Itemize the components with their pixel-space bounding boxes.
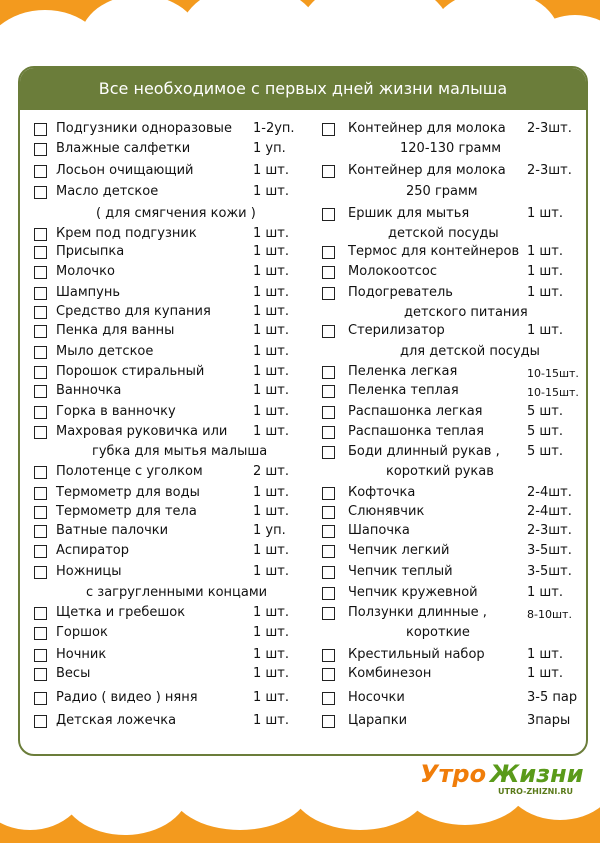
checklist-item-quantity: 3-5шт. [527, 543, 572, 558]
checkbox[interactable] [322, 545, 335, 558]
checklist-item-label: Контейнер для молока [348, 163, 506, 178]
checkbox[interactable] [34, 545, 47, 558]
checklist-item-quantity: 1 шт. [253, 543, 290, 558]
checklist-item-label: губка для мытья малыша [92, 444, 268, 459]
checklist-item-label: Лосьон очищающий [56, 163, 194, 178]
checklist-item-label: 250 грамм [406, 184, 478, 199]
checklist-item-label: Весы [56, 666, 91, 681]
checkbox[interactable] [322, 715, 335, 728]
checkbox[interactable] [34, 715, 47, 728]
checklist-item-quantity: 10-15шт. [527, 386, 579, 399]
checklist-item-label: Пеленка теплая [348, 383, 459, 398]
checkbox[interactable] [34, 406, 47, 419]
checklist-item-label: с загругленными концами [86, 585, 268, 600]
checklist-item-label: Крем под подгузник [56, 226, 197, 241]
checklist-item-label: Влажные салфетки [56, 141, 191, 156]
checkbox[interactable] [322, 123, 335, 136]
checklist-item-quantity: 5 шт. [527, 444, 564, 459]
checkbox[interactable] [34, 627, 47, 640]
checklist-item-label: Термос для контейнеров [348, 244, 520, 259]
checklist-item-quantity: 1-2уп. [253, 121, 295, 136]
checklist-item-quantity: 1 шт. [253, 713, 290, 728]
checklist-item-label: Щетка и гребешок [56, 605, 186, 620]
checkbox[interactable] [322, 668, 335, 681]
checklist-item-label: Ползунки длинные , [348, 605, 487, 620]
checklist-item-quantity: 5 шт. [527, 424, 564, 439]
checklist-item-label: детской посуды [388, 226, 499, 241]
checklist-item-quantity: 1 шт. [527, 585, 564, 600]
checklist-item-label: Радио ( видео ) няня [56, 690, 198, 705]
checklist-item-label: Присыпка [56, 244, 125, 259]
checkbox[interactable] [34, 287, 47, 300]
checklist-item-quantity: 1 шт. [253, 504, 290, 519]
checkbox[interactable] [34, 143, 47, 156]
checklist-item-label: короткий рукав [386, 464, 494, 479]
checklist-item-quantity: 1 шт. [253, 244, 290, 259]
checklist-item-label: Термометр для тела [56, 504, 197, 519]
checklist-item-label: Подогреватель [348, 285, 453, 300]
checkbox[interactable] [34, 525, 47, 538]
checklist-item-quantity: 1 шт. [253, 485, 290, 500]
checkbox[interactable] [322, 246, 335, 259]
checklist-item-quantity: 1 шт. [527, 206, 564, 221]
checklist-item-quantity: 10-15шт. [527, 367, 579, 380]
checklist-item-quantity: 2 шт. [253, 464, 290, 479]
checkbox[interactable] [34, 668, 47, 681]
checklist-item-quantity: 1 шт. [253, 383, 290, 398]
checklist-item-quantity: 1 шт. [527, 285, 564, 300]
checklist-item-label: Горшок [56, 625, 108, 640]
checkbox[interactable] [322, 385, 335, 398]
checklist-item-label: Термометр для воды [56, 485, 200, 500]
checklist-item-label: ( для смягчения кожи ) [96, 206, 256, 221]
checklist-item-label: Молокоотсос [348, 264, 438, 279]
checkbox[interactable] [322, 566, 335, 579]
checklist-item-label: Распашонка теплая [348, 424, 484, 439]
checklist-item-quantity: 1 шт. [527, 244, 564, 259]
checkbox[interactable] [34, 306, 47, 319]
checklist-item-quantity: 1 шт. [253, 625, 290, 640]
checklist-item-quantity: 2-3шт. [527, 121, 572, 136]
checkbox[interactable] [34, 246, 47, 259]
checklist-item-label: Подгузники одноразовые [56, 121, 232, 136]
checkbox[interactable] [34, 325, 47, 338]
checklist-item-label: Порошок стиральный [56, 364, 205, 379]
logo-url: UTRO-ZHIZNI.RU [498, 787, 574, 796]
checklist-item-quantity: 1 шт. [253, 404, 290, 419]
checklist-item-label: Мыло детское [56, 344, 154, 359]
checklist-item-quantity: 1 шт. [253, 226, 290, 241]
checklist-item-quantity: 1 уп. [253, 523, 286, 538]
checklist-item-label: Детская ложечка [56, 713, 177, 728]
checkbox[interactable] [322, 506, 335, 519]
checklist-item-quantity: 2-4шт. [527, 504, 572, 519]
checkbox[interactable] [322, 165, 335, 178]
checklist-item-label: Крестильный набор [348, 647, 485, 662]
checklist-item-label: Аспиратор [56, 543, 129, 558]
checkbox[interactable] [322, 607, 335, 620]
logo [420, 760, 590, 800]
checklist-item-label: Комбинезон [348, 666, 432, 681]
checkbox[interactable] [34, 123, 47, 136]
checklist-item-quantity: 1 шт. [253, 323, 290, 338]
checklist-item-quantity: 2-3шт. [527, 523, 572, 538]
checklist-item-quantity: 1 шт. [527, 666, 564, 681]
checklist-item-quantity: 1 шт. [527, 264, 564, 279]
checklist-item-label: Горка в ванночку [56, 404, 176, 419]
checklist-item-quantity: 1 шт. [253, 163, 290, 178]
checklist-item-quantity: 1 шт. [253, 424, 290, 439]
checklist-item-label: Боди длинный рукав , [348, 444, 500, 459]
checkbox[interactable] [34, 607, 47, 620]
checklist-item-label: Ванночка [56, 383, 122, 398]
checkbox[interactable] [34, 466, 47, 479]
checklist-item-label: Махровая руковичка или [56, 424, 228, 439]
checklist-item-label: Чепчик кружевной [348, 585, 478, 600]
checklist-item-label: Царапки [348, 713, 408, 728]
checkbox[interactable] [322, 208, 335, 221]
checklist-item-quantity: 1 шт. [253, 264, 290, 279]
checklist-item-label: Полотенце с уголком [56, 464, 203, 479]
checkbox[interactable] [34, 506, 47, 519]
checklist-item-label: Средство для купания [56, 304, 211, 319]
checkbox[interactable] [34, 266, 47, 279]
checkbox[interactable] [322, 366, 335, 379]
checklist-item-label: Чепчик теплый [348, 564, 453, 579]
panel-header [20, 68, 586, 110]
cloud-shape [170, 745, 310, 830]
checklist-item-quantity: 1 шт. [253, 605, 290, 620]
checklist-item-quantity: 1 уп. [253, 141, 286, 156]
checkbox[interactable] [34, 228, 47, 241]
logo-part2: Жизни [490, 760, 584, 788]
checklist-item-quantity: 1 шт. [253, 304, 290, 319]
checkbox[interactable] [322, 406, 335, 419]
checklist-item-quantity: 1 шт. [527, 647, 564, 662]
checklist-panel [18, 66, 588, 756]
checklist-item-label: для детской посуды [400, 344, 540, 359]
checkbox[interactable] [322, 266, 335, 279]
logo-part1: Утро [420, 760, 487, 788]
checkbox[interactable] [34, 649, 47, 662]
checkbox[interactable] [322, 446, 335, 459]
checklist-item-label: Масло детское [56, 184, 159, 199]
checklist-item-label: Ножницы [56, 564, 122, 579]
checklist-item-label: Слюнявчик [348, 504, 425, 519]
checkbox[interactable] [322, 649, 335, 662]
checklist-item-label: Чепчик легкий [348, 543, 450, 558]
checklist-item-quantity: 2-4шт. [527, 485, 572, 500]
checklist-item-label: короткие [406, 625, 470, 640]
checklist-item-quantity: 1 шт. [253, 285, 290, 300]
checklist-item-label: детского питания [404, 305, 528, 320]
checklist-item-quantity: 1 шт. [253, 647, 290, 662]
checkbox[interactable] [322, 426, 335, 439]
checkbox[interactable] [34, 165, 47, 178]
checklist-item-quantity: 5 шт. [527, 404, 564, 419]
checkbox[interactable] [322, 692, 335, 705]
checklist-item-quantity: 1 шт. [253, 690, 290, 705]
checklist-item-label: Ершик для мытья [348, 206, 470, 221]
checkbox[interactable] [34, 692, 47, 705]
checklist-item-quantity: 1 шт. [253, 344, 290, 359]
checkbox[interactable] [34, 426, 47, 439]
checklist-item-label: Молочко [56, 264, 115, 279]
checkbox[interactable] [34, 487, 47, 500]
checklist-item-quantity: 1 шт. [253, 184, 290, 199]
checklist-item-quantity: 8-10шт. [527, 608, 572, 621]
checklist-item-quantity: 1 шт. [253, 666, 290, 681]
checklist-item-label: Распашонка легкая [348, 404, 483, 419]
checkbox[interactable] [34, 186, 47, 199]
checklist-item-label: Ночник [56, 647, 107, 662]
checklist-item-label: Носочки [348, 690, 405, 705]
checkbox[interactable] [322, 587, 335, 600]
checkbox[interactable] [322, 325, 335, 338]
checklist-item-label: Кофточка [348, 485, 416, 500]
checklist-item-label: Пеленка легкая [348, 364, 458, 379]
checklist-item-label: 120-130 грамм [400, 141, 502, 156]
checkbox[interactable] [322, 525, 335, 538]
checklist-item-quantity: 1 шт. [253, 564, 290, 579]
checkbox[interactable] [34, 385, 47, 398]
checklist-item-label: Шампунь [56, 285, 121, 300]
checkbox[interactable] [34, 366, 47, 379]
checklist-item-quantity: 1 шт. [527, 323, 564, 338]
checkbox[interactable] [34, 566, 47, 579]
checklist-item-quantity: 1 шт. [253, 364, 290, 379]
checkbox[interactable] [34, 346, 47, 359]
checklist-item-label: Шапочка [348, 523, 410, 538]
page-title: Все необходимое с первых дней жизни малыша [98, 79, 508, 98]
checklist-item-quantity: 3пары [527, 713, 571, 728]
checklist-item-label: Контейнер для молока [348, 121, 506, 136]
checklist-item-label: Стерилизатор [348, 323, 445, 338]
checklist-item-quantity: 3-5 пар [527, 690, 578, 705]
checkbox[interactable] [322, 287, 335, 300]
checklist-item-label: Пенка для ванны [56, 323, 175, 338]
checkbox[interactable] [322, 487, 335, 500]
checklist-item-quantity: 3-5шт. [527, 564, 572, 579]
checklist-item-quantity: 2-3шт. [527, 163, 572, 178]
checklist-item-label: Ватные палочки [56, 523, 169, 538]
